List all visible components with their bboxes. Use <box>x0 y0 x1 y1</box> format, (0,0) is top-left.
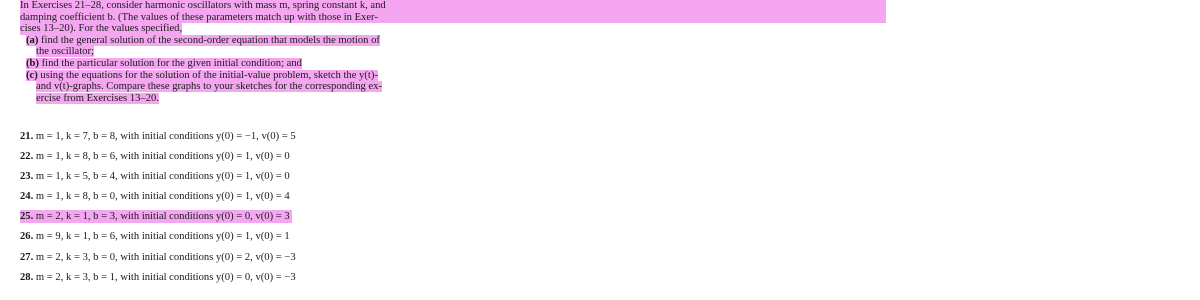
task-item-c <box>20 70 886 105</box>
exercise-number: 26. <box>20 231 34 243</box>
exercise-text: m = 2, k = 1, b = 3, with initial conditions y(0) = 0, v(0) = 3 <box>35 211 290 223</box>
instructions-block <box>20 0 900 104</box>
intro <box>20 0 886 104</box>
exercise-row <box>20 251 900 264</box>
exercise-list <box>20 130 900 291</box>
task-line: ercise from Exercises 13–20. <box>36 92 159 104</box>
task-label: (c) <box>26 69 38 81</box>
exercise-number: 28. <box>20 271 34 283</box>
task-item-b <box>20 58 886 70</box>
exercise-text: m = 2, k = 3, b = 0, with initial conditions y(0) = 2, v(0) = −3 <box>35 251 296 263</box>
exercise-number: 25. <box>20 211 34 223</box>
exercise-text: m = 1, k = 8, b = 0, with initial conditions y(0) = 1, v(0) = 4 <box>35 191 290 203</box>
task-line: find the general solution of the second-order equation that models the motion of <box>41 34 380 46</box>
exercise-row-highlighted <box>20 210 900 223</box>
exercise-number: 22. <box>20 151 34 163</box>
task-line: the oscillator; <box>36 46 94 58</box>
exercise-row <box>20 230 900 243</box>
task-list <box>20 35 886 105</box>
exercise-text: m = 1, k = 5, b = 4, with initial conditions y(0) = 1, v(0) = 0 <box>35 171 290 183</box>
exercise-row <box>20 170 900 183</box>
exercise-text: m = 9, k = 1, b = 6, with initial conditions y(0) = 1, v(0) = 1 <box>35 231 290 243</box>
task-label: (b) <box>26 57 39 69</box>
exercise-row <box>20 190 900 203</box>
exercise-number: 21. <box>20 131 34 142</box>
exercise-text: m = 1, k = 8, b = 6, with initial conditions y(0) = 1, v(0) = 0 <box>35 151 290 163</box>
intro-line: damping coefficient b. (The values of these parameters match up with those in Exer- <box>20 12 886 24</box>
exercise-number: 27. <box>20 251 34 263</box>
intro-paragraph <box>20 0 886 35</box>
exercise-number: 24. <box>20 191 34 203</box>
intro-line: In Exercises 21–28, consider harmonic oscillators with mass m, spring constant k, and <box>20 0 886 12</box>
task-item-a <box>20 35 886 58</box>
intro-line: cises 13–20). For the values specified, <box>20 23 183 35</box>
exercise-row <box>20 271 900 284</box>
exercise-text: m = 1, k = 7, b = 8, with initial conditions y(0) = −1, v(0) = 5 <box>35 131 296 142</box>
task-line: using the equations for the solution of the initial-value problem, sketch the y(t)- <box>40 69 378 81</box>
task-line: and v(t)-graphs. Compare these graphs to your sketches for the corresponding ex- <box>36 81 382 93</box>
task-line: find the particular solution for the given initial condition; and <box>41 57 302 69</box>
exercise-row <box>20 150 900 163</box>
exercise-row <box>20 130 900 143</box>
task-label: (a) <box>26 34 39 46</box>
exercise-number: 23. <box>20 171 34 183</box>
exercise-text: m = 2, k = 3, b = 1, with initial conditions y(0) = 0, v(0) = −3 <box>35 271 296 283</box>
